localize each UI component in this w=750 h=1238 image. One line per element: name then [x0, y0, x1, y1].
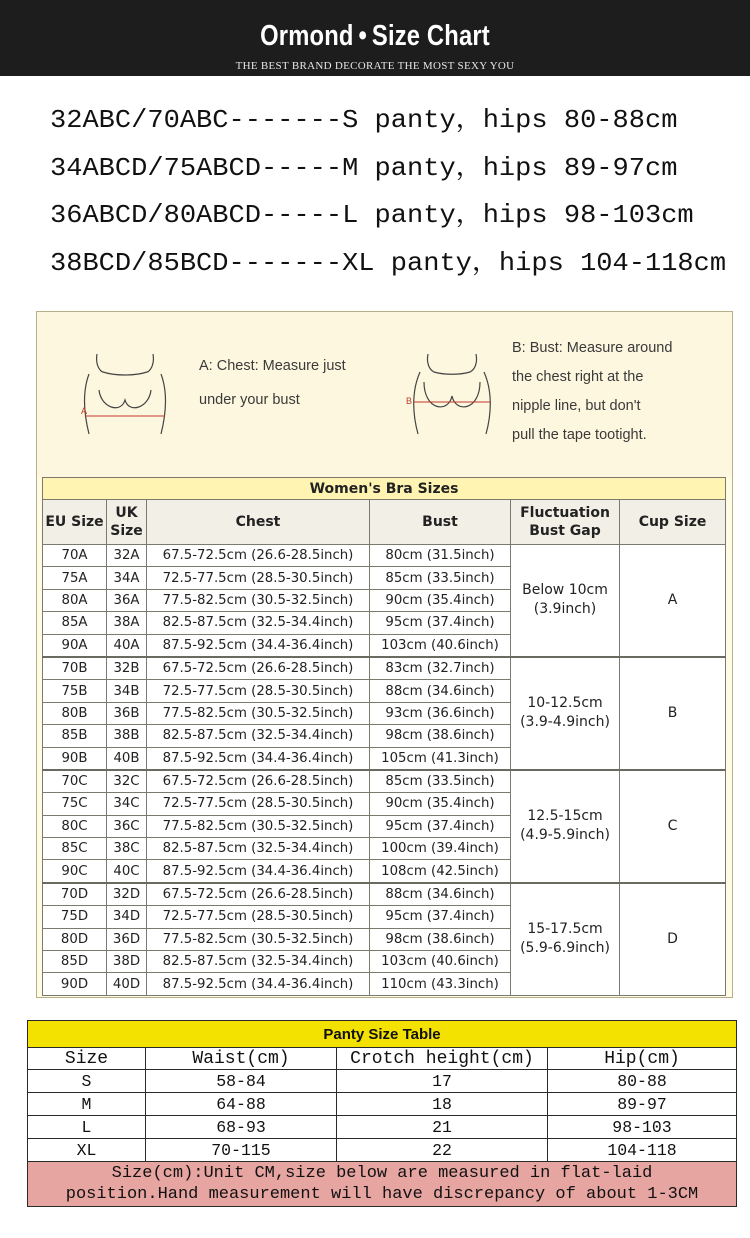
- table-row: [28, 1093, 737, 1116]
- panty-table-wrapper: [27, 1020, 736, 1207]
- table-row: [43, 657, 726, 680]
- size-line: 38BCD/85BCD-------XL panty，hips 104-118cm: [50, 247, 727, 278]
- table-cell: 67.5-72.5cm (26.6-28.5inch): [147, 883, 370, 906]
- table-cell: 70D: [43, 883, 107, 906]
- table-cell: 82.5-87.5cm (32.5-34.4inch): [147, 951, 370, 973]
- table-cell: 85cm (33.5inch): [370, 567, 511, 589]
- table-cell: 88cm (34.6inch): [370, 883, 511, 906]
- column-header: Chest: [147, 500, 370, 545]
- table-cell: 95cm (37.4inch): [370, 906, 511, 928]
- column-header: Hip(cm): [548, 1048, 737, 1070]
- panty-size-table: [27, 1020, 737, 1207]
- bust-instruction-line: nipple line, but don't: [512, 398, 641, 414]
- size-line: 34ABCD/75ABCD-----M panty，hips 89-97cm: [50, 152, 678, 183]
- header-banner: [0, 0, 750, 76]
- column-header: Crotch height(cm): [337, 1048, 548, 1070]
- table-cell: 38D: [107, 951, 147, 973]
- table-row: [43, 883, 726, 906]
- chest-measure-figure: [75, 350, 175, 440]
- bra-size-table: [42, 477, 726, 996]
- table-cell: 110cm (43.3inch): [370, 973, 511, 995]
- table-cell: 77.5-82.5cm (30.5-32.5inch): [147, 702, 370, 724]
- table-cell: 75D: [43, 906, 107, 928]
- table-row: [28, 1116, 737, 1139]
- chest-marker-label: A: [81, 406, 88, 416]
- table-cell: 67.5-72.5cm (26.6-28.5inch): [147, 770, 370, 793]
- table-cell: 98cm (38.6inch): [370, 725, 511, 747]
- panty-table-title: Panty Size Table: [28, 1021, 737, 1048]
- table-cell: 67.5-72.5cm (26.6-28.5inch): [147, 545, 370, 567]
- table-cell: 87.5-92.5cm (34.4-36.4inch): [147, 860, 370, 883]
- cup-size-cell: A: [620, 545, 726, 657]
- table-cell: 85C: [43, 838, 107, 860]
- table-cell: 32C: [107, 770, 147, 793]
- bust-instruction-line: the chest right at the: [512, 369, 644, 385]
- column-header: UK Size: [107, 500, 147, 545]
- table-cell: 32A: [107, 545, 147, 567]
- brand-dot: •: [358, 20, 368, 52]
- table-cell: 34B: [107, 680, 147, 702]
- table-cell: S: [28, 1070, 146, 1093]
- table-cell: 82.5-87.5cm (32.5-34.4inch): [147, 612, 370, 634]
- panty-note-row: [28, 1162, 737, 1207]
- table-cell: 90cm (35.4inch): [370, 589, 511, 611]
- table-cell: 58-84: [146, 1070, 337, 1093]
- table-cell: 34A: [107, 567, 147, 589]
- table-cell: 95cm (37.4inch): [370, 815, 511, 837]
- table-cell: 36B: [107, 702, 147, 724]
- table-cell: 77.5-82.5cm (30.5-32.5inch): [147, 928, 370, 950]
- bra-table-header-row: [43, 500, 726, 545]
- size-line: 32ABC/70ABC-------S panty，hips 80-88cm: [50, 105, 678, 135]
- table-cell: 21: [337, 1116, 548, 1139]
- table-cell: 87.5-92.5cm (34.4-36.4inch): [147, 634, 370, 657]
- panty-table-title-row: [28, 1021, 737, 1048]
- size-line: 36ABCD/80ABCD-----L panty，hips 98-103cm: [50, 200, 694, 230]
- table-cell: 89-97: [548, 1093, 737, 1116]
- table-cell: 38C: [107, 838, 147, 860]
- table-cell: 103cm (40.6inch): [370, 951, 511, 973]
- table-cell: 85A: [43, 612, 107, 634]
- table-cell: 95cm (37.4inch): [370, 612, 511, 634]
- table-row: [28, 1139, 737, 1162]
- table-cell: 90B: [43, 747, 107, 770]
- table-cell: 80A: [43, 589, 107, 611]
- table-cell: 64-88: [146, 1093, 337, 1116]
- table-cell: 72.5-77.5cm (28.5-30.5inch): [147, 906, 370, 928]
- table-cell: 36D: [107, 928, 147, 950]
- column-header: Size: [28, 1048, 146, 1070]
- column-header: Waist(cm): [146, 1048, 337, 1070]
- table-cell: 68-93: [146, 1116, 337, 1139]
- table-cell: 77.5-82.5cm (30.5-32.5inch): [147, 589, 370, 611]
- table-cell: 80B: [43, 702, 107, 724]
- table-cell: 108cm (42.5inch): [370, 860, 511, 883]
- bust-instruction: [512, 334, 672, 450]
- table-cell: 38B: [107, 725, 147, 747]
- table-cell: 104-118: [548, 1139, 737, 1162]
- table-cell: 80D: [43, 928, 107, 950]
- bust-gap-cell: 10-12.5cm (3.9-4.9inch): [511, 657, 620, 770]
- table-cell: 103cm (40.6inch): [370, 634, 511, 657]
- bra-table-wrapper: [42, 477, 725, 996]
- panty-table-header-row: [28, 1048, 737, 1070]
- chest-instruction: [199, 349, 346, 417]
- table-cell: M: [28, 1093, 146, 1116]
- note-line: Size(cm):Unit CM,size below are measured in flat-laid: [111, 1164, 653, 1183]
- cup-size-cell: D: [620, 883, 726, 995]
- table-cell: 34D: [107, 906, 147, 928]
- table-cell: 75B: [43, 680, 107, 702]
- table-cell: 105cm (41.3inch): [370, 747, 511, 770]
- table-cell: 40B: [107, 747, 147, 770]
- table-cell: 90D: [43, 973, 107, 995]
- bust-gap-cell: Below 10cm (3.9inch): [511, 545, 620, 657]
- brand-title: [68, 20, 683, 53]
- table-cell: 75C: [43, 793, 107, 815]
- table-cell: 72.5-77.5cm (28.5-30.5inch): [147, 793, 370, 815]
- table-cell: 38A: [107, 612, 147, 634]
- table-cell: 98cm (38.6inch): [370, 928, 511, 950]
- table-cell: 80C: [43, 815, 107, 837]
- table-cell: 67.5-72.5cm (26.6-28.5inch): [147, 657, 370, 680]
- bust-gap-cell: 12.5-15cm (4.9-5.9inch): [511, 770, 620, 883]
- note-line: position.Hand measurement will have discrepancy of about 1-3CM: [65, 1185, 699, 1204]
- table-cell: 40D: [107, 973, 147, 995]
- table-cell: 88cm (34.6inch): [370, 680, 511, 702]
- table-cell: 40A: [107, 634, 147, 657]
- table-cell: 82.5-87.5cm (32.5-34.4inch): [147, 838, 370, 860]
- table-row: [43, 545, 726, 567]
- table-cell: 34C: [107, 793, 147, 815]
- table-cell: 36C: [107, 815, 147, 837]
- table-row: [28, 1070, 737, 1093]
- bra-table-title-row: [43, 478, 726, 500]
- bust-instruction-line: pull the tape tootight.: [512, 427, 647, 443]
- measurement-guide: [37, 312, 732, 477]
- table-cell: L: [28, 1116, 146, 1139]
- chest-instruction-line: under your bust: [199, 392, 300, 408]
- tagline: THE BEST BRAND DECORATE THE MOST SEXY YOU: [235, 60, 515, 72]
- bust-gap-cell: 15-17.5cm (5.9-6.9inch): [511, 883, 620, 995]
- table-cell: 17: [337, 1070, 548, 1093]
- measurement-note: [28, 1162, 737, 1207]
- table-cell: 93cm (36.6inch): [370, 702, 511, 724]
- column-header: Bust: [370, 500, 511, 545]
- table-cell: 100cm (39.4inch): [370, 838, 511, 860]
- table-cell: 70-115: [146, 1139, 337, 1162]
- bra-size-panel: [36, 311, 733, 998]
- table-cell: 80cm (31.5inch): [370, 545, 511, 567]
- table-cell: 72.5-77.5cm (28.5-30.5inch): [147, 680, 370, 702]
- size-chart-title: Size Chart: [371, 20, 490, 52]
- column-header: Fluctuation Bust Gap: [511, 500, 620, 545]
- table-cell: 85B: [43, 725, 107, 747]
- column-header: EU Size: [43, 500, 107, 545]
- table-cell: 85cm (33.5inch): [370, 770, 511, 793]
- table-cell: 32D: [107, 883, 147, 906]
- panty-table-body: [28, 1070, 737, 1162]
- table-cell: 90A: [43, 634, 107, 657]
- table-row: [43, 770, 726, 793]
- cup-size-cell: B: [620, 657, 726, 770]
- bust-measure-figure: [402, 350, 502, 440]
- table-cell: 70C: [43, 770, 107, 793]
- chest-instruction-line: A: Chest: Measure just: [199, 358, 346, 374]
- table-cell: 70B: [43, 657, 107, 680]
- table-cell: 83cm (32.7inch): [370, 657, 511, 680]
- table-cell: 85D: [43, 951, 107, 973]
- bra-table-body: [43, 545, 726, 996]
- table-cell: 18: [337, 1093, 548, 1116]
- table-cell: 70A: [43, 545, 107, 567]
- table-cell: 87.5-92.5cm (34.4-36.4inch): [147, 973, 370, 995]
- table-cell: 75A: [43, 567, 107, 589]
- table-cell: 82.5-87.5cm (32.5-34.4inch): [147, 725, 370, 747]
- table-cell: 90C: [43, 860, 107, 883]
- table-cell: 72.5-77.5cm (28.5-30.5inch): [147, 567, 370, 589]
- cup-size-cell: C: [620, 770, 726, 883]
- brand-name: Ormond: [260, 20, 354, 52]
- table-cell: XL: [28, 1139, 146, 1162]
- bust-instruction-line: B: Bust: Measure around: [512, 340, 673, 356]
- bust-marker-label: B: [406, 396, 413, 406]
- table-cell: 36A: [107, 589, 147, 611]
- bra-table-title: Women's Bra Sizes: [43, 478, 726, 500]
- table-cell: 87.5-92.5cm (34.4-36.4inch): [147, 747, 370, 770]
- table-cell: 40C: [107, 860, 147, 883]
- size-mapping-list: [50, 100, 727, 290]
- table-cell: 22: [337, 1139, 548, 1162]
- table-cell: 98-103: [548, 1116, 737, 1139]
- table-cell: 77.5-82.5cm (30.5-32.5inch): [147, 815, 370, 837]
- table-cell: 90cm (35.4inch): [370, 793, 511, 815]
- column-header: Cup Size: [620, 500, 726, 545]
- table-cell: 80-88: [548, 1070, 737, 1093]
- table-cell: 32B: [107, 657, 147, 680]
